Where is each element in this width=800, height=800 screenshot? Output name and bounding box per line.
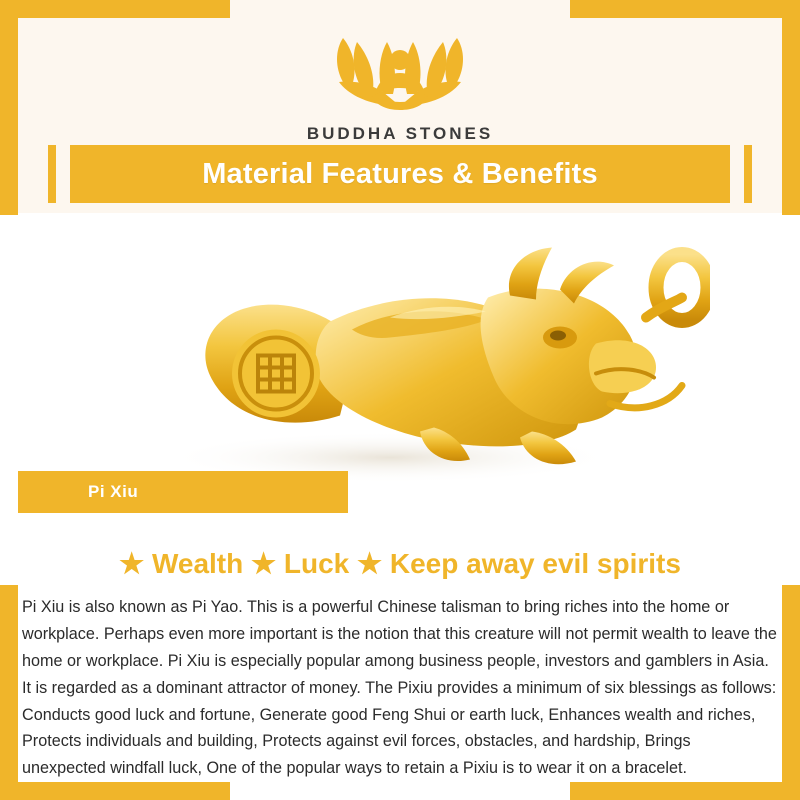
- corner-frame-top-left-horizontal: [0, 0, 230, 18]
- product-image-area: [0, 213, 800, 513]
- product-label: Pi Xiu: [88, 482, 139, 501]
- product-label-strip: [18, 471, 348, 513]
- brand-header: [0, 0, 800, 145]
- corner-frame-bottom-right-horizontal: [570, 782, 800, 800]
- corner-frame-bottom-left-vertical: [0, 585, 18, 800]
- description-paragraph: Pi Xiu is also known as Pi Yao. This is a powerful Chinese talisman to bring riches into the home or workplace. Perhaps even more important is the notion that this creature will not permit wealth to leave the home or workplace. Pi Xiu is especially popular among business people, investors and gamblers in Asia. It is regarded as a dominant attractor of money. The Pixiu provides a minimum of six blessings as follows: Conducts good luck and fortune, Generate good Feng Shui or earth luck, Enhances wealth and riches, Protects individuals and building, Protects against evil forces, obstacles, and hardship, Brings unexpected windfall luck, One of the popular ways to retain a Pixiu is to wear it on a bracelet.: [22, 598, 777, 778]
- corner-frame-bottom-right-vertical: [782, 585, 800, 800]
- corner-frame-top-right-horizontal: [570, 0, 800, 18]
- lotus-meditation-icon: [0, 20, 800, 120]
- golden-pixiu-pendant-image: [90, 226, 710, 501]
- benefits-text: ★ Wealth ★ Luck ★ Keep away evil spirits: [119, 548, 681, 579]
- section-title-band: [48, 145, 752, 203]
- corner-frame-top-right-vertical: [782, 0, 800, 215]
- page-title: Material Features & Benefits: [202, 157, 598, 190]
- benefits-line: [0, 547, 800, 580]
- brand-name: BUDDHA STONES: [306, 124, 494, 143]
- corner-frame-bottom-left-horizontal: [0, 782, 230, 800]
- corner-frame-top-left-vertical: [0, 0, 18, 215]
